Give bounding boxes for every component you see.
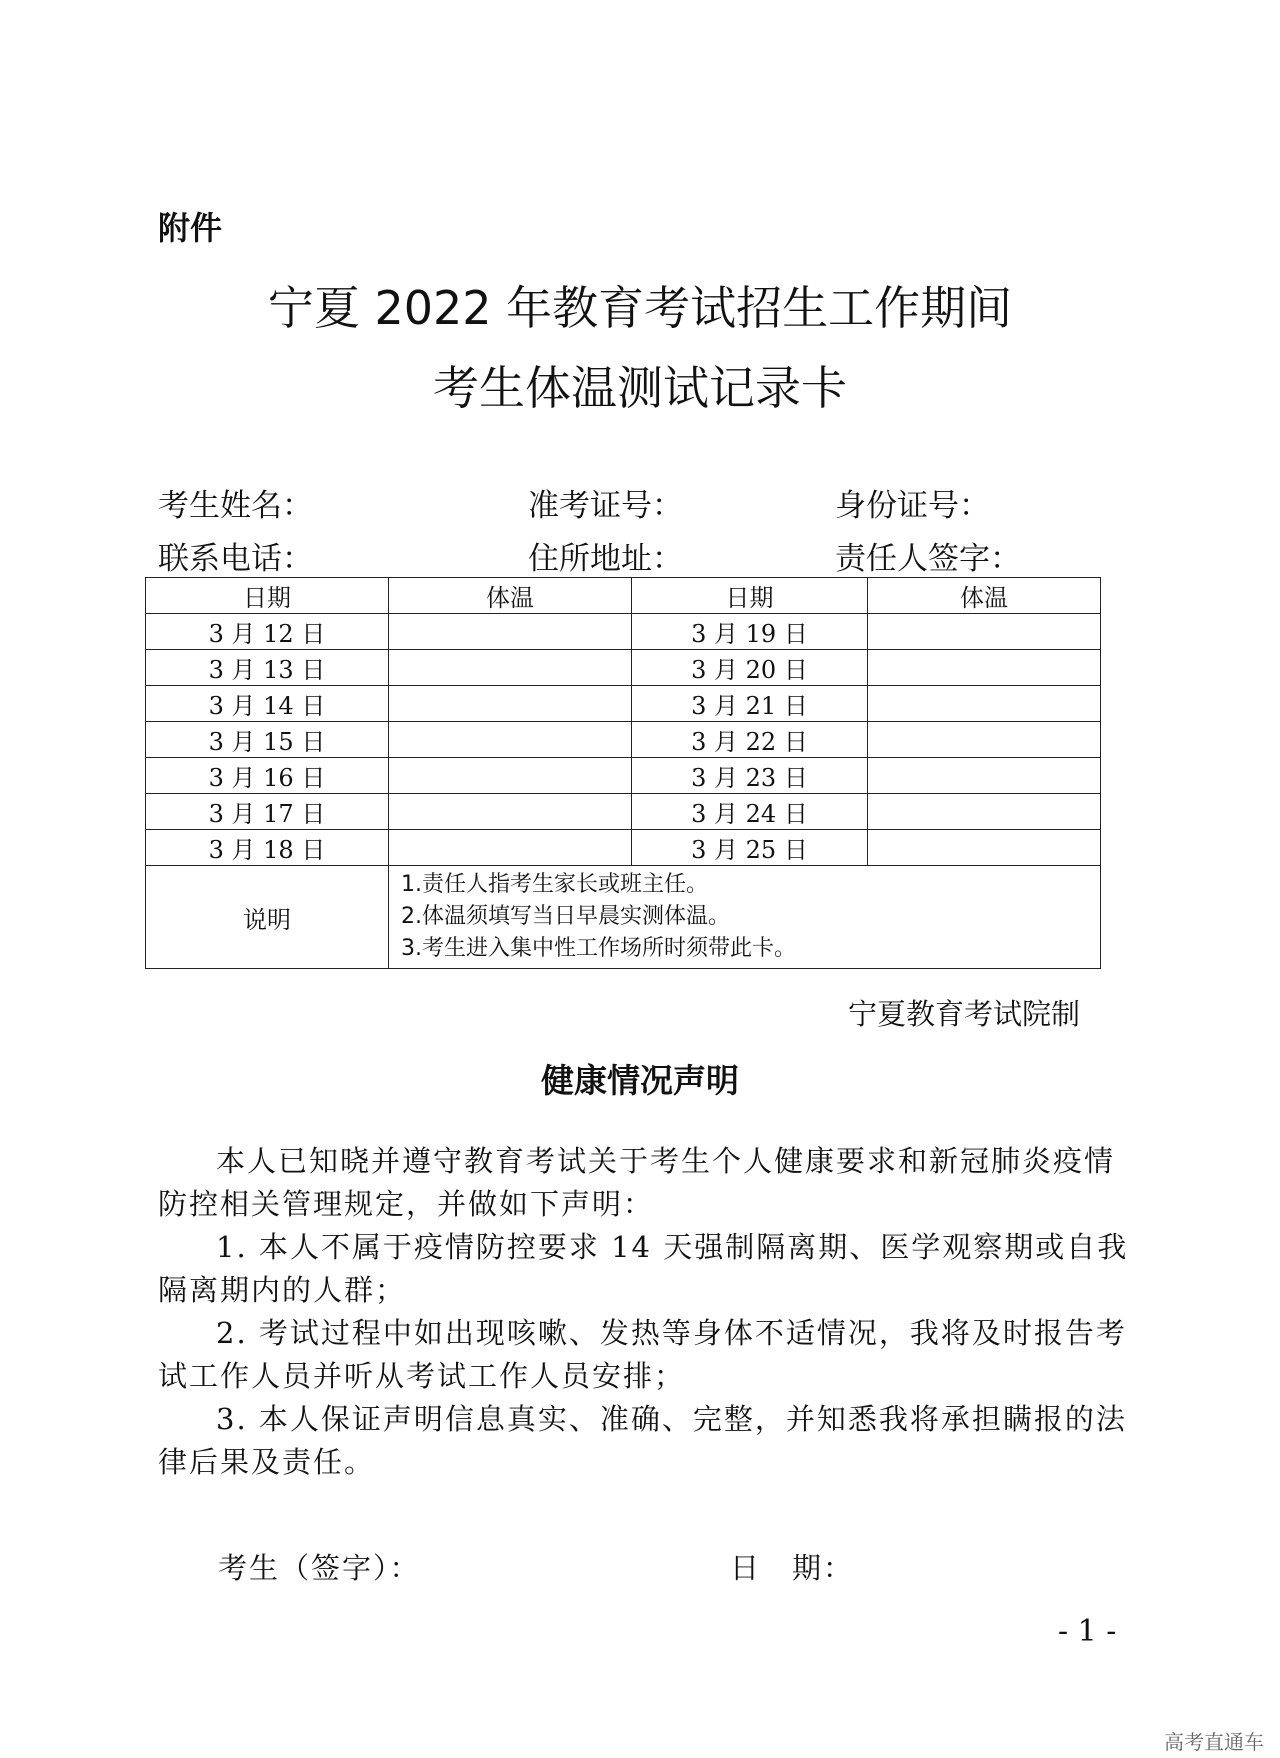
temperature-cell: [868, 614, 1101, 650]
table-row: [146, 614, 1101, 650]
note-item: 3.考生进入集中性工作场所时须带此卡。: [401, 936, 796, 961]
table-row: [146, 650, 1101, 686]
header-date-right: 日期: [632, 578, 868, 614]
temperature-cell: [868, 686, 1101, 722]
field-address: 住所地址：: [528, 541, 683, 577]
document-title-line2: 考生体温测试记录卡: [433, 361, 847, 415]
header-temp-right: 体温: [868, 578, 1101, 614]
temperature-cell: [868, 794, 1101, 830]
field-admission-number: 准考证号：: [528, 488, 683, 524]
table-row: [146, 794, 1101, 830]
candidate-signature-label: 考生（签字）：: [218, 1551, 421, 1585]
date-cell: 3 月 24 日: [632, 794, 868, 830]
table-header-row: [146, 578, 1101, 614]
date-cell: 3 月 14 日: [146, 686, 389, 722]
field-candidate-name: 考生姓名：: [158, 488, 313, 524]
attachment-label: 附件: [158, 209, 223, 247]
table-row: [146, 830, 1101, 866]
date-cell: 3 月 12 日: [146, 614, 389, 650]
issuer-label: 宁夏教育考试院制: [847, 997, 1080, 1031]
date-cell: 3 月 20 日: [632, 650, 868, 686]
temperature-cell: [389, 650, 632, 686]
date-cell: 3 月 13 日: [146, 650, 389, 686]
header-temp-left: 体温: [389, 578, 632, 614]
temperature-cell: [389, 830, 632, 866]
date-cell: 3 月 21 日: [632, 686, 868, 722]
date-cell: 3 月 15 日: [146, 722, 389, 758]
document-title-line1: 宁夏 2022 年教育考试招生工作期间: [267, 281, 1013, 335]
field-id-number: 身份证号：: [835, 488, 990, 524]
notes-cell: [389, 866, 1101, 969]
date-cell: 3 月 19 日: [632, 614, 868, 650]
table-row: [146, 722, 1101, 758]
field-phone: 联系电话：: [158, 541, 313, 577]
date-cell: 3 月 18 日: [146, 830, 389, 866]
notes-row: [146, 866, 1101, 969]
watermark: 高考直通车: [1164, 1730, 1264, 1754]
date-cell: 3 月 23 日: [632, 758, 868, 794]
temperature-cell: [868, 722, 1101, 758]
table-row: [146, 686, 1101, 722]
declaration-item-3: 3. 本人保证声明信息真实、准确、完整，并知悉我将承担瞒报的法律后果及责任。: [158, 1402, 1127, 1479]
date-cell: 3 月 17 日: [146, 794, 389, 830]
declaration-item-2: 2. 考试过程中如出现咳嗽、发热等身体不适情况，我将及时报告考试工作人员并听从考试工作人员安排；: [158, 1316, 1127, 1393]
date-cell: 3 月 22 日: [632, 722, 868, 758]
temperature-cell: [389, 686, 632, 722]
declaration-paragraph: 本人已知晓并遵守教育考试关于考生个人健康要求和新冠肺炎疫情防控相关管理规定，并做如下声明：: [158, 1144, 1116, 1221]
notes-label: 说明: [146, 866, 389, 969]
page-number: - 1 -: [1058, 1614, 1117, 1649]
date-cell: 3 月 16 日: [146, 758, 389, 794]
note-item: 2.体温须填写当日早晨实测体温。: [401, 904, 730, 929]
declaration-title: 健康情况声明: [541, 1061, 739, 1100]
field-signer: 责任人签字：: [835, 541, 1021, 577]
temperature-cell: [868, 830, 1101, 866]
note-item: 1.责任人指考生家长或班主任。: [401, 872, 708, 897]
date-label: 日 期：: [730, 1551, 855, 1585]
table-row: [146, 758, 1101, 794]
date-cell: 3 月 25 日: [632, 830, 868, 866]
temperature-cell: [868, 758, 1101, 794]
temperature-cell: [868, 650, 1101, 686]
temperature-cell: [389, 614, 632, 650]
declaration-item-1: 1. 本人不属于疫情防控要求 14 天强制隔离期、医学观察期或自我隔离期内的人群；: [158, 1230, 1129, 1307]
temperature-cell: [389, 758, 632, 794]
temperature-cell: [389, 794, 632, 830]
temperature-cell: [389, 722, 632, 758]
temperature-record-table: [145, 577, 1101, 969]
header-date-left: 日期: [146, 578, 389, 614]
